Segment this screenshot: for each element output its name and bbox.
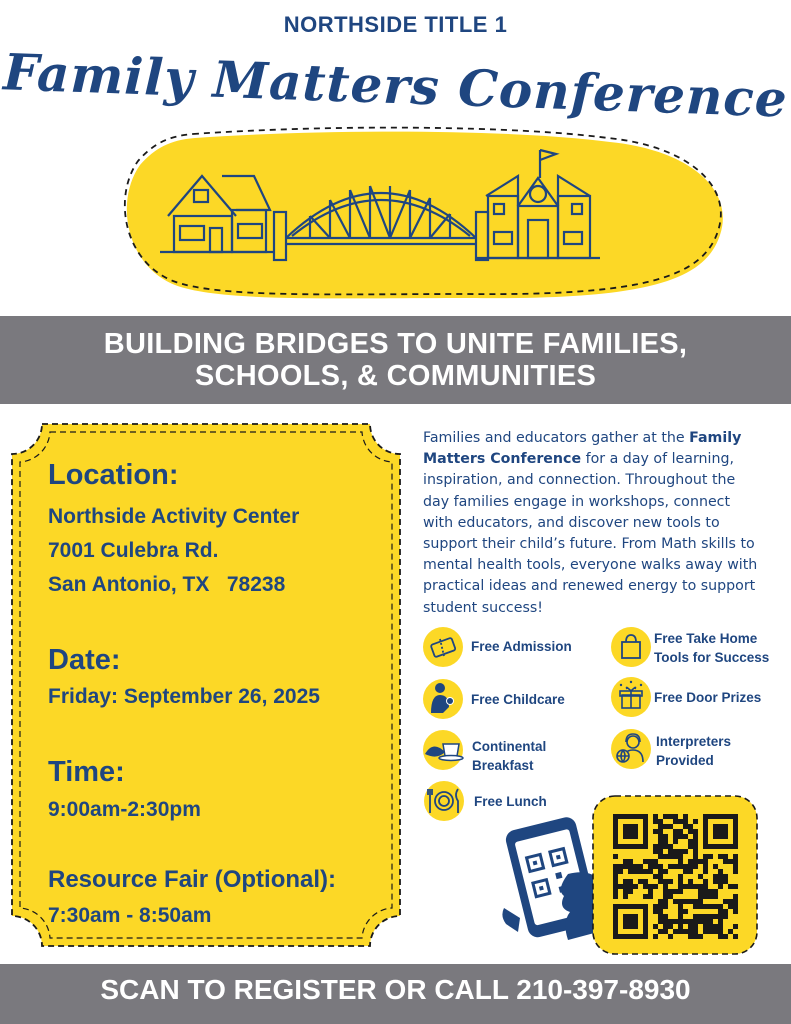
feature-free-childcare: Free Childcare <box>471 692 565 707</box>
qr-code-icon[interactable] <box>591 794 759 956</box>
time-label: Time: <box>48 756 125 788</box>
description-text-1: Families and educators gather at the <box>423 430 690 446</box>
description-text-2: for a day of learning, inspiration, and connection. Throughout the day families engage in workshops, connect with educators, and discover new tools to support their child’s future. From Math skills to mental health tools, everyone walks away with practical ideas and renewed energy to support student success! <box>423 451 758 616</box>
feature-take-home-tools: Free Take Home Tools for Success <box>654 631 770 665</box>
breakfast-icon <box>423 730 463 770</box>
location-name: Northside Activity Center <box>48 505 300 528</box>
theme-banner <box>0 316 791 404</box>
parent-child-icon <box>423 679 463 719</box>
feature-free-lunch: Free Lunch <box>474 794 547 809</box>
feature-free-admission: Free Admission <box>471 639 572 654</box>
feature-continental-breakfast: Continental Breakfast <box>472 739 547 773</box>
gift-icon <box>611 677 651 717</box>
description-highlight: Family Matters Conference <box>423 430 742 468</box>
ticket-icon <box>423 627 463 667</box>
address-city: San Antonio, TX 78238 <box>48 573 286 596</box>
event-description <box>423 428 758 619</box>
subtitle: NORTHSIDE TITLE 1 <box>283 12 508 37</box>
address-street: 7001 Culebra Rd. <box>48 539 219 562</box>
location-label: Location: <box>48 459 179 491</box>
banner-line-1: BUILDING BRIDGES TO UNITE FAMILIES, <box>103 328 688 360</box>
page-title: Family Matters Conference <box>2 42 789 129</box>
resource-fair-time: 7:30am - 8:50am <box>48 904 212 927</box>
register-call-text: SCAN TO REGISTER OR CALL 210-397-8930 <box>100 974 691 1005</box>
banner-line-2: SCHOOLS, & COMMUNITIES <box>194 360 597 392</box>
footer-bar <box>0 964 791 1024</box>
hero-illustration <box>0 120 791 310</box>
date-label: Date: <box>48 644 121 676</box>
feature-door-prizes: Free Door Prizes <box>654 690 762 705</box>
bag-icon <box>611 627 651 667</box>
resource-fair-label: Resource Fair (Optional): <box>48 866 337 893</box>
feature-interpreters: Interpreters Provided <box>656 734 732 768</box>
plate-icon <box>424 781 464 821</box>
interpreter-icon <box>611 729 651 769</box>
time-value: 9:00am-2:30pm <box>48 798 201 821</box>
date-value: Friday: September 26, 2025 <box>48 685 320 708</box>
